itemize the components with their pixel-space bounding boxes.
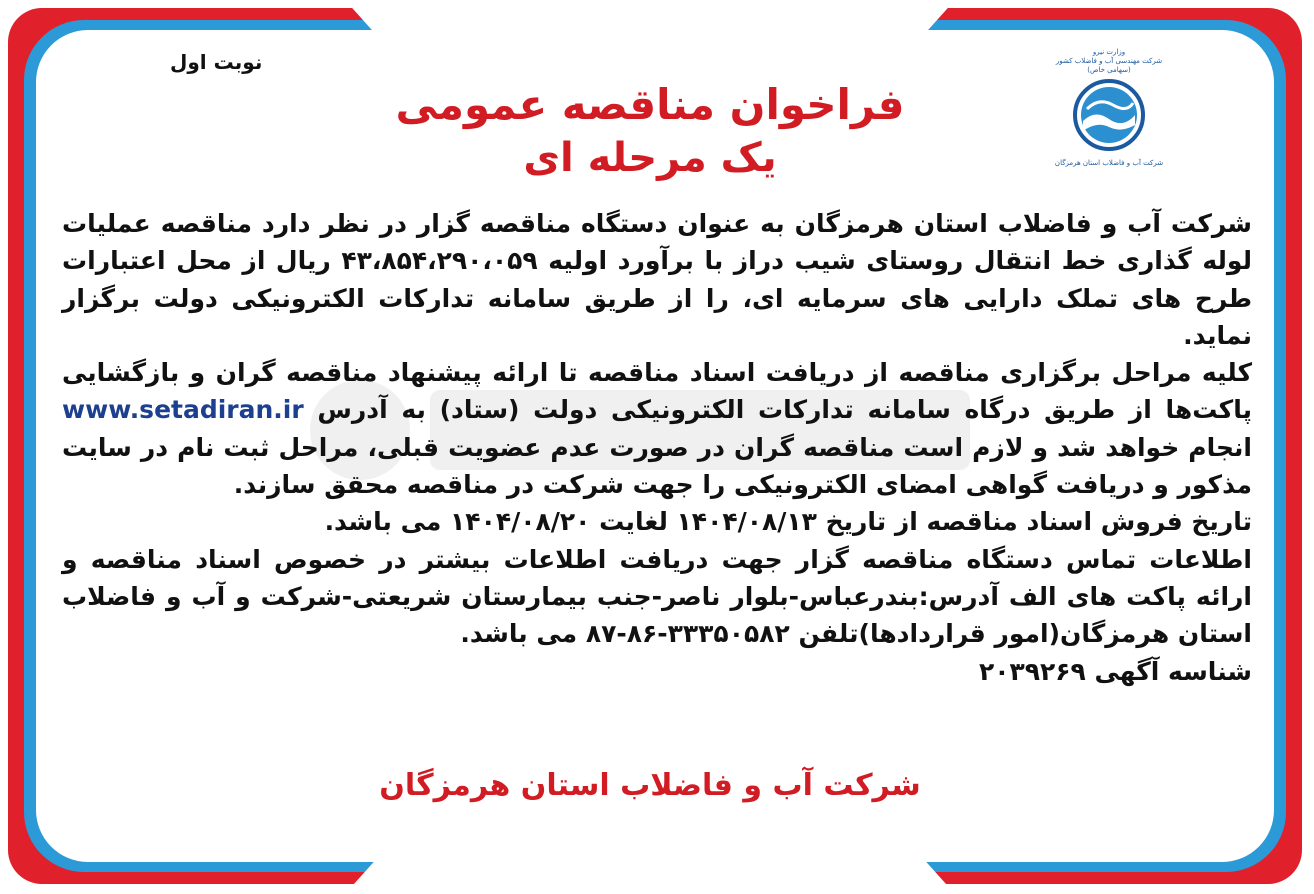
paragraph-sale-dates: تاریخ فروش اسناد مناقصه از تاریخ ۱۴۰۴/۰۸/۱۳ لغایت ۱۴۰۴/۰۸/۲۰ می باشد.: [324, 507, 1252, 537]
paragraph-intro: شرکت آب و فاضلاب استان هرمزگان به عنوان دستگاه مناقصه گزار در نظر دارد مناقصه عملیات لوله گذاری خط انتقال روستای شیب دراز با برآورد اولیه ۴۳،۸۵۴،۲۹۰،۰۵۹ ریال از محل اعتبارات طرح های تملک دارایی های سرمایه ای، را از طریق سامانه تدارکات الکترونیکی دولت برگزار نماید.: [62, 209, 1252, 350]
top-notch: [345, 0, 955, 34]
water-drop-wave-icon: [1073, 79, 1145, 151]
procedure-text-b: انجام خواهد شد و لازم است مناقصه گران در صورت عدم عضویت قبلی، مراحل ثبت نام در سایت مذکور و دریافت گواهی امضای الکترونیکی را جهت شرکت در مناقصه محقق سازند.: [62, 432, 1252, 500]
title-line-2: یک مرحله ای: [523, 135, 777, 181]
notice-title: [300, 78, 1000, 184]
bottom-notch: [345, 860, 955, 894]
title-line-1: فراخوان مناقصه عمومی: [395, 80, 905, 129]
paragraph-procedure: [62, 354, 1252, 503]
notice-id: شناسه آگهی ۲۰۳۹۲۶۹: [978, 656, 1252, 686]
procedure-text-a: کلیه مراحل برگزاری مناقصه از دریافت اسناد مناقصه تا ارائه پیشنهاد مناقصه گران و بازگشایی پاکت‌ها از طریق درگاه سامانه تدارکات الکترونیکی دولت (ستاد) به آدرس: [62, 358, 1252, 425]
company-logo: [1034, 48, 1184, 188]
footer-company-name: شرکت آب و فاضلاب استان هرمزگان: [379, 768, 921, 803]
paragraph-contact: اطلاعات تماس دستگاه مناقصه گزار جهت دریافت اطلاعات بیشتر در خصوص اسناد مناقصه و ارائه پاکت های الف آدرس:بندرعباس-بلوار ناصر-جنب بیمارستان شریعتی-شرکت و آب و فاضلاب استان هرمزگان(امور قراردادها)تلفن ۳۳۳۵۰۵۸۲-۸۶-۸۷ می باشد.: [62, 544, 1252, 649]
website-link[interactable]: www.setadiran.ir: [62, 395, 304, 425]
notice-body: [62, 205, 1252, 690]
logo-org-top-text: وزارت نیرو شرکت مهندسی آب و فاضلاب کشور (سهامی خاص): [1055, 48, 1163, 74]
logo-org-bottom-text: شرکت آب و فاضلاب استان هرمزگان: [1054, 159, 1164, 167]
round-label: نوبت اول: [170, 50, 263, 74]
